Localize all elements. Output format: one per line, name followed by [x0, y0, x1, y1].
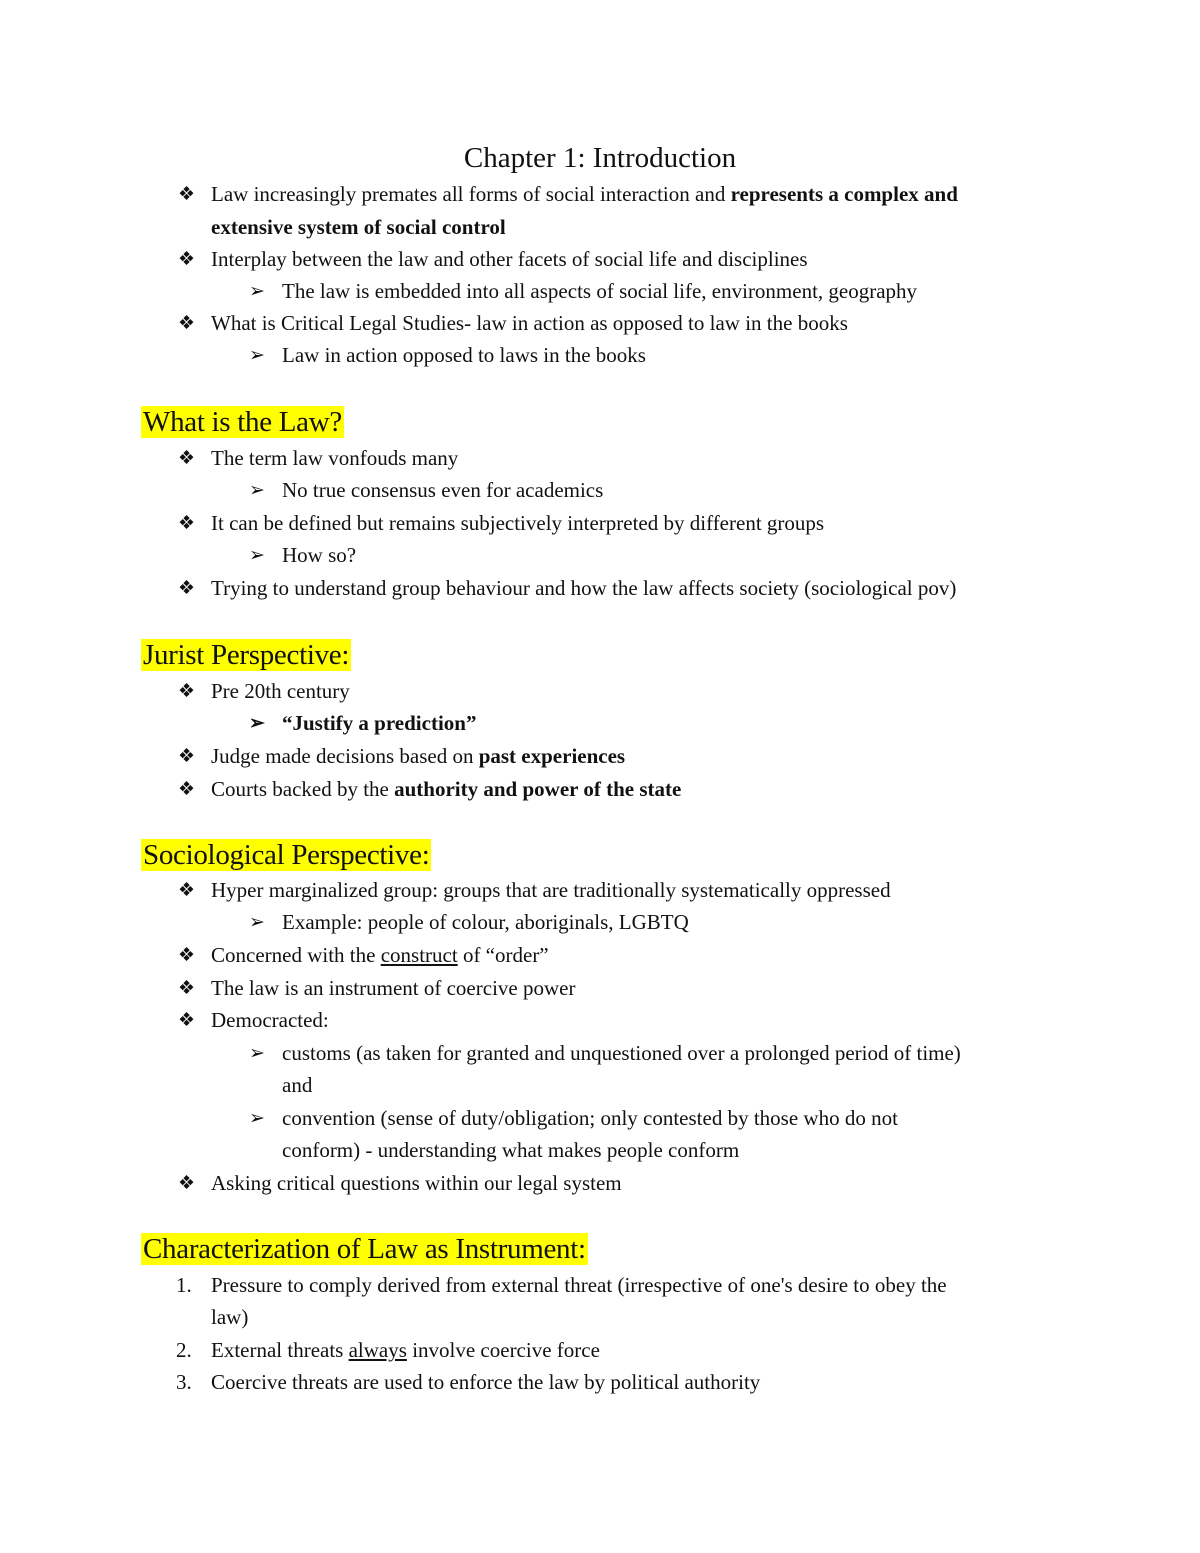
diamond-bullet-icon: ❖: [178, 249, 196, 270]
list-item: It can be defined but remains subjectively interpreted by different groups: [211, 511, 825, 535]
arrow-bullet-icon: ➢: [249, 480, 265, 501]
list-item: Trying to understand group behaviour and how the law affects society (sociological pov): [211, 576, 957, 600]
list-item: The law is an instrument of coercive power: [211, 976, 576, 1000]
list-item: Law increasingly premates all forms of social interaction and represents a complex and: [211, 182, 958, 206]
diamond-bullet-icon: ❖: [178, 978, 196, 999]
diamond-bullet-icon: ❖: [178, 184, 196, 205]
section-heading: Sociological Perspective:: [143, 839, 430, 871]
page-title: Chapter 1: Introduction: [463, 142, 737, 174]
list-number: 3.: [176, 1370, 192, 1394]
list-item-continuation: extensive system of social control: [211, 215, 506, 239]
list-item: Pre 20th century: [211, 679, 350, 703]
list-item: Asking critical questions within our legal system: [211, 1171, 622, 1195]
numbered-item: Pressure to comply derived from external threat (irrespective of one's desire to obey the: [211, 1273, 947, 1297]
diamond-bullet-icon: ❖: [178, 1010, 196, 1031]
section-heading: What is the Law?: [143, 406, 342, 438]
diamond-bullet-icon: ❖: [178, 313, 196, 334]
arrow-bullet-icon: ➢: [249, 345, 265, 366]
diamond-bullet-icon: ❖: [178, 1173, 196, 1194]
list-number: 2.: [176, 1338, 192, 1362]
arrow-bullet-icon: ➢: [249, 912, 265, 933]
list-item: Judge made decisions based on past experiences: [211, 744, 626, 768]
sub-list-item: The law is embedded into all aspects of social life, environment, geography: [282, 279, 918, 303]
numbered-item: External threats always involve coercive force: [211, 1338, 600, 1362]
arrow-bullet-icon: ➢: [249, 713, 265, 734]
arrow-bullet-icon: ➢: [249, 1043, 265, 1064]
diamond-bullet-icon: ❖: [178, 945, 196, 966]
sub-list-item-continuation: and: [282, 1073, 313, 1097]
sub-list-item: Example: people of colour, aboriginals, LGBTQ: [282, 910, 689, 934]
sub-list-item: customs (as taken for granted and unquestioned over a prolonged period of time): [282, 1041, 961, 1065]
diamond-bullet-icon: ❖: [178, 681, 196, 702]
list-item: What is Critical Legal Studies- law in action as opposed to law in the books: [211, 311, 848, 335]
section-heading: Characterization of Law as Instrument:: [143, 1233, 586, 1265]
diamond-bullet-icon: ❖: [178, 746, 196, 767]
list-number: 1.: [176, 1273, 192, 1297]
list-item: Interplay between the law and other facets of social life and disciplines: [211, 247, 808, 271]
list-item: Courts backed by the authority and power of the state: [211, 777, 682, 801]
sub-list-item: “Justify a prediction”: [282, 711, 477, 735]
arrow-bullet-icon: ➢: [249, 1108, 265, 1129]
diamond-bullet-icon: ❖: [178, 448, 196, 469]
sub-list-item: convention (sense of duty/obligation; only contested by those who do not: [282, 1106, 898, 1130]
diamond-bullet-icon: ❖: [178, 880, 196, 901]
list-item: Concerned with the construct of “order”: [211, 943, 549, 967]
diamond-bullet-icon: ❖: [178, 513, 196, 534]
sub-list-item-continuation: conform) - understanding what makes people conform: [282, 1138, 740, 1162]
section-heading: Jurist Perspective:: [143, 639, 350, 671]
arrow-bullet-icon: ➢: [249, 545, 265, 566]
diamond-bullet-icon: ❖: [178, 779, 196, 800]
sub-list-item: How so?: [282, 543, 357, 567]
arrow-bullet-icon: ➢: [249, 281, 265, 302]
list-item: Hyper marginalized group: groups that are traditionally systematically oppressed: [211, 878, 891, 902]
list-item: The term law vonfouds many: [211, 446, 459, 470]
numbered-item-continuation: law): [211, 1305, 249, 1329]
list-item: Democracted:: [211, 1008, 329, 1032]
numbered-item: Coercive threats are used to enforce the law by political authority: [211, 1370, 761, 1394]
sub-list-item: No true consensus even for academics: [282, 478, 604, 502]
diamond-bullet-icon: ❖: [178, 578, 196, 599]
sub-list-item: Law in action opposed to laws in the books: [282, 343, 646, 367]
